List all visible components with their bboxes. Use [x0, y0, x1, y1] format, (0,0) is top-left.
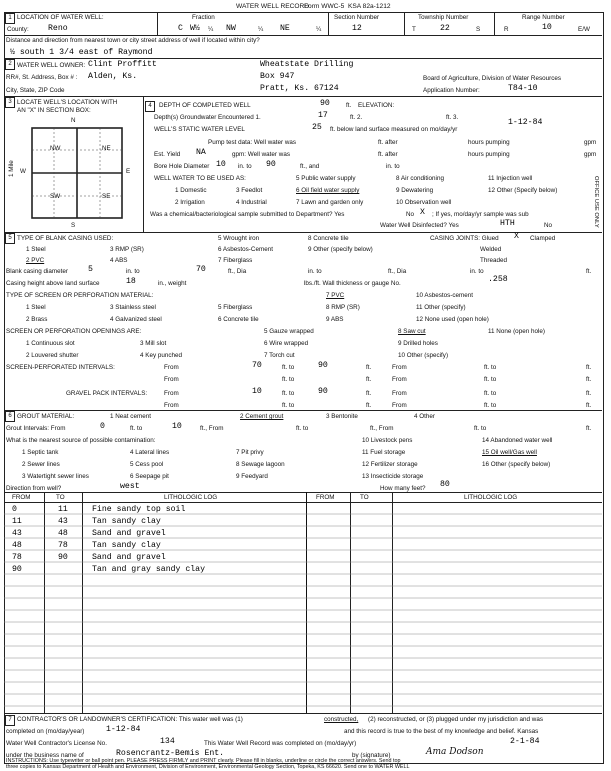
company-city: Pratt, Ks. 67124 — [260, 84, 339, 93]
screen-brass: 2 Brass — [26, 316, 48, 323]
ft-dia: ft., Dia — [228, 268, 247, 275]
src-fertilizer: 12 Fertilizer storage — [362, 461, 418, 468]
distance-value: ½ south 1 3/4 east of Raymond — [10, 48, 153, 57]
log-row-from: 0 — [12, 505, 17, 514]
office-use-label: OFFICE USE ONLY — [593, 176, 599, 228]
ft-and: ft., and — [300, 163, 320, 170]
src-fuel: 11 Fuel storage — [362, 449, 406, 456]
cert-line3b: This Water Well Record was completed on (mo/day/yr) — [204, 740, 357, 747]
static-date: 1-12-84 — [508, 118, 543, 127]
from: From — [392, 376, 407, 383]
form-title: WATER WELL RECORD — [236, 3, 310, 10]
range-label: Range Number — [522, 14, 565, 21]
use-other: 12 Other (Specify below) — [488, 187, 558, 194]
grout-bentonite: 3 Bentonite — [326, 413, 358, 420]
yield-gpm: gpm: Well water was — [232, 151, 290, 158]
use-feedlot: 3 Feedlot — [236, 187, 263, 194]
cert-signature-label: by (signature) — [352, 752, 391, 759]
application-value: T84-10 — [508, 84, 538, 93]
grout-to: 10 — [172, 422, 182, 431]
fraction-w-half: W½ — [190, 24, 200, 33]
perf-to: 90 — [318, 361, 328, 370]
ft-dia2: ft., Dia — [388, 268, 407, 275]
section-6-number: 6 — [5, 411, 15, 422]
depth-value: 90 — [320, 99, 330, 108]
casing-asbestos: 6 Asbestos-Cement — [218, 246, 273, 253]
log-row-to: 48 — [58, 529, 68, 538]
log-row-desc: Sand and gravel — [92, 529, 166, 538]
screen-pvc: 7 PVC — [326, 292, 345, 299]
screen-none: 12 None used (open hole) — [416, 316, 489, 323]
ft-to: ft. to — [484, 376, 497, 383]
gpm: gpm — [584, 151, 597, 158]
distance-label: Distance and direction from nearest town or city street address of well if located within city? — [6, 37, 260, 44]
ft-to: ft. to — [484, 390, 497, 397]
chem-no: No — [406, 211, 415, 218]
casing-concrete: 8 Concrete tile — [308, 235, 349, 242]
in-to: in. to — [238, 163, 252, 170]
ft: ft. — [586, 390, 592, 397]
use-label: WELL WATER TO BE USED AS: — [154, 175, 246, 182]
address-label: RR#, St. Address, Box # : — [6, 74, 78, 81]
in-to2: in. to — [308, 268, 322, 275]
ft: ft. — [346, 102, 352, 109]
cert-line1b: (2) reconstructed, or (3) plugged under my jurisdiction and was — [368, 716, 543, 723]
ft: ft. — [586, 364, 592, 371]
cert-license-label: Water Well Contractor's License No. — [6, 740, 107, 747]
location-heading: LOCATION OF WATER WELL: — [17, 14, 104, 21]
open-saw: 8 Saw cut — [398, 328, 426, 335]
ft: ft. — [586, 402, 592, 409]
log-ruled-lines — [4, 502, 602, 713]
compass-e: E — [126, 168, 131, 175]
gauge-value: .258 — [488, 275, 508, 284]
chem-label: Was a chemical/bacteriological sample submitted to Department? Yes — [150, 211, 345, 218]
fraction-c: C — [178, 24, 183, 33]
log-row-desc: Tan and gray sandy clay — [92, 565, 206, 574]
open-gauze: 5 Gauze wrapped — [264, 328, 314, 335]
log-row-from: 48 — [12, 541, 22, 550]
ft-to: ft. to — [282, 402, 295, 409]
log-row-to: 11 — [58, 505, 68, 514]
owner-company: Wheatstate Drilling — [260, 60, 354, 69]
in-to3: in. to — [470, 268, 484, 275]
log-row-from: 11 — [12, 517, 22, 526]
screen-abs: 9 ABS — [326, 316, 344, 323]
ft-to: ft. to — [484, 364, 497, 371]
use-irrigation: 2 Irrigation — [175, 199, 205, 206]
section-1-number: 1 — [5, 13, 15, 24]
in-to: in. to — [126, 268, 140, 275]
grout-other: 4 Other — [414, 413, 435, 420]
perf-label: SCREEN-PERFORATED INTERVALS: — [6, 364, 115, 371]
owner-label: WATER WELL OWNER: — [17, 62, 86, 69]
locate-label: LOCATE WELL'S LOCATION WITH — [17, 99, 118, 106]
log-row-desc: Tan sandy clay — [92, 517, 161, 526]
bore-value: 10 — [216, 160, 226, 169]
address-value: Alden, Ks. — [88, 72, 138, 81]
use-ac: 8 Air conditioning — [396, 175, 444, 182]
joints-label: CASING JOINTS: Glued — [430, 235, 499, 242]
from: From — [164, 364, 179, 371]
src-watertight: 3 Watertight sewer lines — [22, 473, 89, 480]
screen-fiberglass: 5 Fiberglass — [218, 304, 253, 311]
openings-label: SCREEN OR PERFORATION OPENINGS ARE: — [6, 328, 142, 335]
ft2: ft. 2. — [350, 114, 363, 121]
src-feedyard: 9 Feedyard — [236, 473, 268, 480]
casing-pvc: 2 PVC — [26, 257, 45, 264]
ft-to3: ft. to — [474, 425, 487, 432]
from: From — [392, 390, 407, 397]
groundwater-value: 17 — [318, 111, 328, 120]
gpm: gpm — [584, 139, 597, 146]
depth-label: DEPTH OF COMPLETED WELL — [159, 102, 251, 109]
open-key: 4 Key punched — [140, 352, 183, 359]
quad-sw: SW — [50, 193, 61, 200]
yield-value: NA — [196, 148, 206, 157]
log-row-from: 43 — [12, 529, 22, 538]
src-seepage: 6 Seepage pit — [130, 473, 169, 480]
log-row-from: 90 — [12, 565, 22, 574]
log-lith-header: LITHOLOGIC LOG — [164, 494, 218, 501]
use-oilfield: 6 Oil field water supply — [296, 187, 360, 194]
open-torch: 7 Torch cut — [264, 352, 295, 359]
casing-fiberglass: 7 Fiberglass — [218, 257, 253, 264]
section-value: 12 — [352, 24, 362, 33]
after: ft. after — [378, 139, 398, 146]
screen-rmp: 8 RMP (SR) — [326, 304, 360, 311]
elevation-label: ELEVATION: — [358, 102, 395, 109]
src-pit: 7 Pit privy — [236, 449, 264, 456]
township-value: 22 — [440, 24, 450, 33]
township-label: Township Number — [418, 14, 469, 21]
from: From — [164, 390, 179, 397]
gravel-from: 10 — [252, 387, 262, 396]
use-dewatering: 9 Dewatering — [396, 187, 434, 194]
screen-label: TYPE OF SCREEN OR PERFORATION MATERIAL: — [6, 292, 154, 299]
quarter-mark: ¼ — [316, 26, 322, 33]
src-oilgas: 15 Oil well/Gas well — [482, 449, 537, 456]
log-lith-header-2: LITHOLOGIC LOG — [464, 494, 518, 501]
ft3: ft. 3. — [446, 114, 459, 121]
ft-to: ft. to — [282, 364, 295, 371]
hours: hours pumping — [468, 139, 510, 146]
county-value: Reno — [48, 24, 68, 33]
quarter-mark: ¼ — [258, 26, 264, 33]
casing-height-label: Casing height above land surface — [6, 280, 100, 287]
feet-label: How many feet? — [380, 485, 426, 492]
bore-label: Bore Hole Diameter — [154, 163, 210, 170]
src-lateral: 4 Lateral lines — [130, 449, 170, 456]
src-septic: 1 Septic tank — [22, 449, 59, 456]
instructions-1: INSTRUCTIONS: Use typewriter or ball point pen. PLEASE PRESS FIRMLY and PRINT clearly. Please fill in blanks, underline or circle the correct answers. Send top — [6, 758, 401, 764]
cert-line2b: and this record is true to the best of my knowledge and belief. Kansas — [344, 728, 539, 735]
compass-n: N — [71, 117, 76, 124]
log-row-to: 78 — [58, 541, 68, 550]
ft: ft. — [366, 390, 372, 397]
screen-concrete: 6 Concrete tile — [218, 316, 259, 323]
contamination-label: What is the nearest source of possible contamination: — [6, 437, 156, 444]
static-value: 25 — [312, 123, 322, 132]
company-box: Box 947 — [260, 72, 295, 81]
gravel-to: 90 — [318, 387, 328, 396]
joints-threaded: Threaded — [480, 257, 507, 264]
application-label: Application Number: — [423, 87, 480, 94]
from: From — [164, 402, 179, 409]
chem-tail: ; If yes, mo/day/yr sample was sub — [432, 211, 529, 218]
casing-height: 18 — [126, 277, 136, 286]
disinfect-value: HTH — [500, 219, 515, 228]
screen-stainless: 3 Stainless steel — [110, 304, 156, 311]
yield-label: Est. Yield — [154, 151, 181, 158]
log-from-header: FROM — [12, 494, 31, 501]
township-s: S — [476, 26, 481, 33]
screen-steel: 1 Steel — [26, 304, 46, 311]
casing-diam-to: 70 — [196, 265, 206, 274]
joints-clamped: Clamped — [530, 235, 556, 242]
src-lagoon: 8 Sewage lagoon — [236, 461, 285, 468]
ft: ft. — [366, 402, 372, 409]
src-abandoned: 14 Abandoned water well — [482, 437, 553, 444]
city-label: City, State, ZIP Code — [6, 87, 65, 94]
screen-asbestos: 10 Asbestos-cement — [416, 292, 474, 299]
grout-int-label: Grout Intervals: From — [6, 425, 66, 432]
open-other: 10 Other (specify) — [398, 352, 449, 359]
section-5-number: 5 — [5, 233, 15, 244]
disinfect-label: Water Well Disinfected? Yes — [380, 222, 459, 229]
static-label: WELL'S STATIC WATER LEVEL — [154, 126, 245, 133]
quarter-mark: ¼ — [208, 26, 214, 33]
ft-to: ft. to — [484, 402, 497, 409]
src-sewer: 2 Sewer lines — [22, 461, 60, 468]
compass-s: S — [71, 222, 76, 229]
from: From — [164, 376, 179, 383]
section-3-number: 3 — [5, 97, 15, 108]
casing-label: TYPE OF BLANK CASING USED: — [17, 235, 114, 242]
log-row-desc: Sand and gravel — [92, 553, 166, 562]
lbs-ft: lbs./ft. Wall thickness or gauge No. — [304, 280, 401, 287]
src-insecticide: 13 Insecticide storage — [362, 473, 424, 480]
grout-cement: 2 Cement grout — [240, 413, 284, 420]
casing-diam: 5 — [88, 265, 93, 274]
county-label: County: — [7, 26, 29, 33]
use-domestic: 1 Domestic — [175, 187, 207, 194]
section-4-number: 4 — [145, 101, 155, 112]
ft: ft. — [586, 376, 592, 383]
casing-other: 9 Other (specify below) — [308, 246, 373, 253]
ft-from: ft., From — [200, 425, 224, 432]
section-grid — [28, 124, 126, 222]
cert-date: 1-12-84 — [106, 725, 141, 734]
open-drilled: 9 Drilled holes — [398, 340, 438, 347]
instructions-2: three copies to Kansas Department of Health and Environment, Division of Environment, Environmental Geology Section, Topeka, KS 66620. Send one to WATER WELL — [6, 764, 410, 770]
casing-abs: 4 ABS — [110, 257, 128, 264]
ft-to: ft. to — [130, 425, 143, 432]
log-from-header-2: FROM — [316, 494, 335, 501]
open-mill: 3 Mill slot — [140, 340, 167, 347]
range-r: R — [504, 26, 509, 33]
quad-se: SE — [102, 193, 111, 200]
fraction-nw: NW — [226, 24, 236, 33]
owner-name: Clint Proffitt — [88, 60, 157, 69]
cert-business: Rosencrantz-Bemis Ent. — [116, 749, 225, 758]
use-public: 5 Public water supply — [296, 175, 356, 182]
section-2-number: 2 — [5, 59, 15, 70]
use-lawn: 7 Lawn and garden only — [296, 199, 364, 206]
from: From — [392, 402, 407, 409]
cert-license: 134 — [160, 737, 175, 746]
township-t: T — [412, 26, 416, 33]
ft-to: ft. to — [282, 390, 295, 397]
open-louvered: 2 Louvered shutter — [26, 352, 79, 359]
grout-neat: 1 Neat cement — [110, 413, 151, 420]
ksa-ref: KSA 82a-1212 — [348, 3, 391, 10]
pump-label: Pump test data: Well water was — [208, 139, 297, 146]
fraction-label: Fraction — [192, 14, 215, 21]
hours: hours pumping — [468, 151, 510, 158]
quad-nw: NW — [50, 145, 61, 152]
casing-steel: 1 Steel — [26, 246, 46, 253]
casing-wrought: 5 Wrought iron — [218, 235, 260, 242]
log-row-desc: Tan sandy clay — [92, 541, 161, 550]
cert-business-label: under the business name of — [6, 752, 84, 759]
use-observation: 10 Observation well — [396, 199, 452, 206]
groundwater-label: Depth(s) Groundwater Encountered 1. — [154, 114, 261, 121]
open-none: 11 None (open hole) — [488, 328, 545, 335]
joints-welded: Welded — [480, 246, 502, 253]
static-tail: ft. below land surface measured on mo/day/yr — [330, 126, 458, 133]
joints-x: X — [514, 232, 519, 241]
log-row-to: 43 — [58, 517, 68, 526]
ft: ft. — [586, 425, 592, 432]
log-row-to: 90 — [58, 553, 68, 562]
ft: ft. — [366, 376, 372, 383]
ft: ft. — [366, 364, 372, 371]
gravel-label: GRAVEL PACK INTERVALS: — [66, 390, 148, 397]
casing-rmp: 3 RMP (SR) — [110, 246, 144, 253]
after: ft. after — [378, 151, 398, 158]
grout-from: 0 — [100, 422, 105, 431]
open-wire: 6 Wire wrapped — [264, 340, 309, 347]
log-to-header-2: TO — [360, 494, 369, 501]
feet-value: 80 — [440, 480, 450, 489]
direction-label: Direction from well? — [6, 485, 62, 492]
ft-to2: ft. to — [296, 425, 309, 432]
chem-x: X — [420, 208, 425, 217]
screen-galvanized: 4 Galvanized steel — [110, 316, 162, 323]
cert-date2: 2-1-84 — [510, 737, 540, 746]
disinfect-no: No — [544, 222, 553, 229]
src-other: 16 Other (specify below) — [482, 461, 551, 468]
locate-label-2: AN "X" IN SECTION BOX: — [17, 107, 91, 114]
cert-line2: completed on (mo/day/year) — [6, 728, 85, 735]
board-label: Board of Agriculture, Division of Water Resources — [423, 75, 562, 82]
use-industrial: 4 Industrial — [236, 199, 267, 206]
section-7-number: 7 — [5, 715, 15, 726]
log-row-desc: Fine sandy top soil — [92, 505, 186, 514]
from: From — [392, 364, 407, 371]
grout-label: GROUT MATERIAL: — [17, 413, 75, 420]
compass-w: W — [20, 168, 26, 175]
perf-from: 70 — [252, 361, 262, 370]
ft-from2: ft., From — [370, 425, 394, 432]
casing-diam-label: Blank casing diameter — [6, 268, 68, 275]
range-ew: E/W — [578, 26, 590, 33]
quad-ne: NE — [102, 145, 111, 152]
bore-to: 90 — [266, 160, 276, 169]
use-injection: 11 Injection well — [488, 175, 533, 182]
in-to2: in. to — [386, 163, 400, 170]
cert-line1: CONTRACTOR'S OR LANDOWNER'S CERTIFICATION: This water well was (1) — [17, 716, 243, 723]
cert-constructed: constructed, — [324, 716, 359, 723]
screen-other: 11 Other (specify) — [416, 304, 466, 311]
signature: Ama Dodson — [426, 747, 484, 757]
range-value: 10 — [542, 23, 552, 32]
ft: ft. — [586, 268, 592, 275]
log-to-header: TO — [56, 494, 65, 501]
fraction-ne: NE — [280, 24, 290, 33]
section-label: Section Number — [334, 14, 380, 21]
form-number: Form WWC-5 — [304, 3, 345, 10]
open-continuous: 1 Continuous slot — [26, 340, 75, 347]
src-cess: 5 Cess pool — [130, 461, 164, 468]
src-livestock: 10 Livestock pens — [362, 437, 413, 444]
mile-label: 1 Mile — [8, 160, 15, 177]
direction-value: west — [120, 482, 140, 491]
in-weight: in., weight — [158, 280, 187, 287]
log-row-from: 78 — [12, 553, 22, 562]
ft-to: ft. to — [282, 376, 295, 383]
